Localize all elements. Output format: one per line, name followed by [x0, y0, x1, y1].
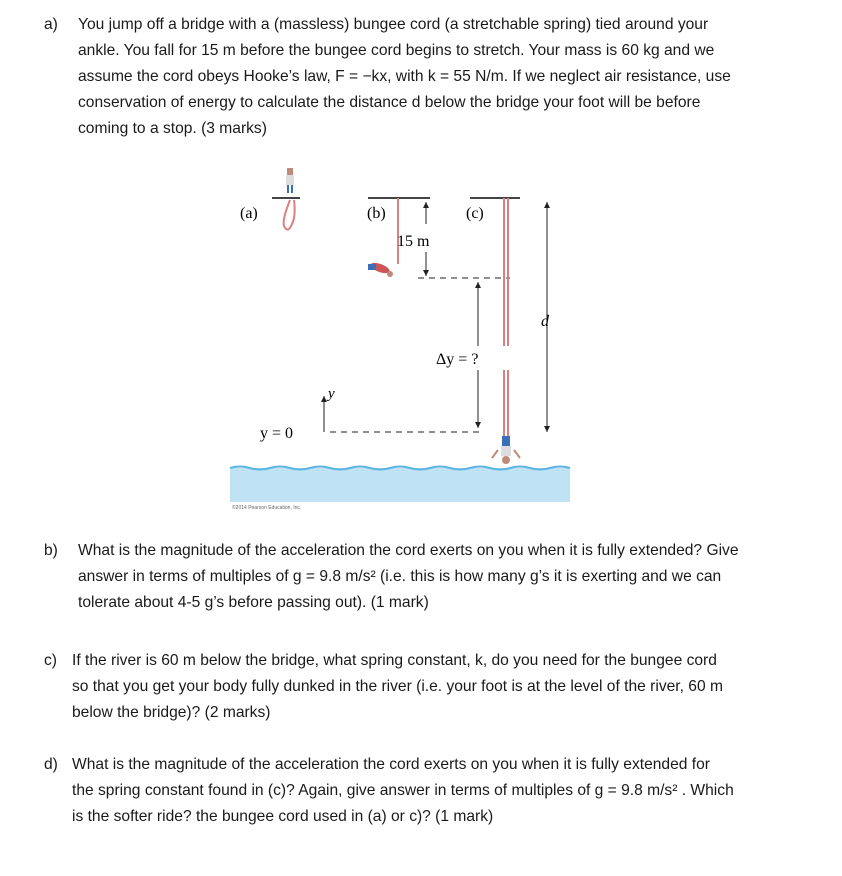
d-label: d [541, 313, 549, 330]
question-d-line: What is the magnitude of the acceleration the cord exerts on you when it is fully extended for [72, 756, 710, 773]
bungee-diagram [220, 160, 580, 520]
question-c [44, 648, 814, 726]
question-d-text [72, 752, 814, 830]
question-b-line: tolerate about 4-5 g’s before passing out). (1 mark) [78, 594, 429, 611]
question-a-line: ankle. You fall for 15 m before the bungee cord begins to stretch. Your mass is 60 kg and we [78, 42, 715, 59]
y-zero-label: y = 0 [260, 425, 294, 442]
question-c-line: If the river is 60 m below the bridge, what spring constant, k, do you need for the bungee cord [72, 652, 717, 669]
y-axis-label: y [328, 386, 335, 402]
question-b-line: What is the magnitude of the acceleration the cord exerts on you when it is fully extended? Give [78, 542, 739, 559]
panel-b-label: (b) [367, 205, 386, 222]
question-b-line: answer in terms of multiples of g = 9.8 m/s² (i.e. this is how many g’s it is exerting and we can [78, 568, 722, 585]
question-a-line: conservation of energy to calculate the distance d below the bridge your foot will be before [78, 94, 701, 111]
jumper-b [368, 261, 393, 277]
question-b-label: b) [44, 542, 58, 559]
question-a-line: assume the cord obeys Hooke’s law, F = −kx, with k = 55 N/m. If we neglect air resistance, use [78, 68, 731, 85]
bungee-figure [220, 160, 580, 520]
question-b-text [78, 538, 814, 616]
delta-y-label: Δy = ? [436, 351, 479, 368]
question-a-line: You jump off a bridge with a (massless) bungee cord (a stretchable spring) tied around your [78, 16, 709, 33]
panel-c-label: (c) [466, 205, 484, 222]
question-c-line: below the bridge)? (2 marks) [72, 704, 271, 721]
question-a-label: a) [44, 16, 58, 33]
river-water [230, 468, 570, 502]
question-d-label: d) [44, 756, 58, 773]
question-a-text [78, 12, 814, 142]
question-d [44, 752, 814, 830]
fall-distance-label: 15 m [397, 233, 430, 250]
question-c-line: so that you get your body fully dunked in the river (i.e. your foot is at the level of the river, 60 m [72, 678, 723, 695]
copyright-note: ©2014 Pearson Education, Inc. [232, 505, 302, 511]
jumper-a [272, 168, 300, 230]
question-c-text [72, 648, 814, 726]
jumper-c [492, 436, 520, 464]
question-d-line: is the softer ride? the bungee cord used in (a) or c)? (1 mark) [72, 808, 494, 825]
panel-a-label: (a) [240, 205, 258, 222]
question-b [44, 538, 814, 616]
question-a-line: coming to a stop. (3 marks) [78, 120, 267, 137]
question-c-label: c) [44, 652, 57, 669]
question-a [44, 12, 814, 142]
question-d-line: the spring constant found in (c)? Again, give answer in terms of multiples of g = 9.8 m/s² . Which [72, 782, 734, 799]
